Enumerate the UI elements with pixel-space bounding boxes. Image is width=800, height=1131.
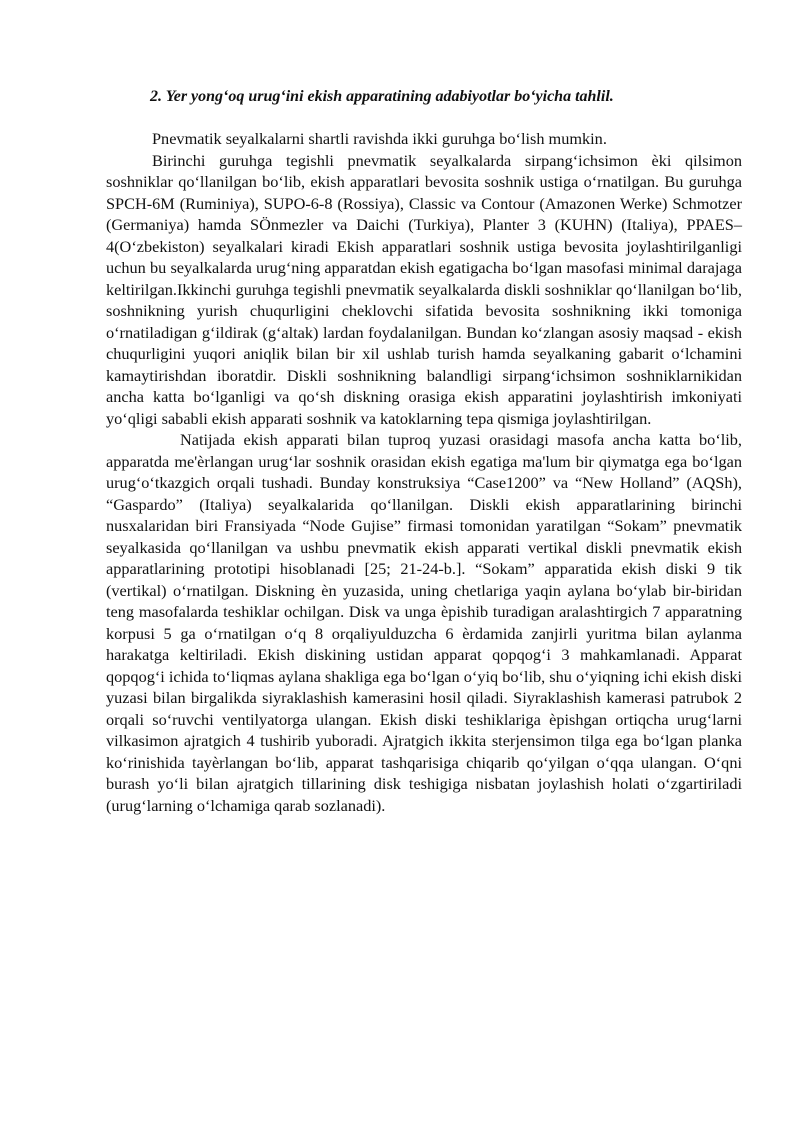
paragraph-intro: Pnevmatik seyalkalarni shartli ravishda ikki guruhga bo‘lish mumkin. [152,129,607,148]
section-heading: 2. Yer yong‘oq urug‘ini ekish apparatining adabiyotlar bo‘yicha tahlil. [150,88,614,105]
paragraph-first-group: Birinchi guruhga tegishli pnevmatik seyalkalarda sirpang‘ichsimon èki qilsimon soshniklar qo‘llanilgan bo‘lib, ekish apparatlari bevosita soshnik ustiga o‘rnatilgan. Bu guruhga SPCH-6M (Ruminiya), SUPO-6-8 (Rossiya), Classic va Contour (Amazonen Werke) Schmotzer (Germaniya) hamda SÖnmezler va Daichi (Turkiya), Planter 3 (KUHN) (Italiya), PPAES–4(O‘zbekiston) seyalkalari kiradi Ekish apparatlari soshnik ustiga bevosita joylashtirilganligi uchun bu seyalkalarda urug‘ning apparatdan ekish egatigacha bo‘lgan masofasi minimal darajaga keltirilgan.Ikkinchi guruhga tegishli pnevmatik seyalkalarda diskli soshniklar qo‘llanilgan bo‘lib, soshnikning yurish chuqurligini cheklovchi sifatida bevosita soshnikning ikki tomoniga o‘rnatiladigan g‘ildirak (g‘altak) lardan foydalanilgan. Bundan ko‘zlangan asosiy maqsad - ekish chuqurligini yuqori aniqlik bilan bir xil ushlab turish hamda seyalkaning gabarit o‘lchamini kamaytirishdan iboratdir. Diskli soshnikning balandligi sirpang‘ichsimon soshniklarnikidan ancha katta bo‘lganligi va qo‘sh diskning orasiga ekish apparatini joylashtirish imkoniyati yo‘qligi sababli ekish apparati soshnik va katoklarning tepa qismiga joylashtirilgan. [106,150,742,428]
body-text [106,128,742,816]
paragraph-second-group: Natijada ekish apparati bilan tuproq yuzasi orasidagi masofa ancha katta bo‘lib, apparatda me'èrlangan urug‘lar soshnik orasidan ekish egatiga ma'lum bir qiymatga ega bo‘lgan urug‘o‘tkazgich orqali tushadi. Bunday konstruksiya “Case1200” va “New Holland” (AQSh), “Gaspardo” (Italiya) seyalkalarida qo‘llanilgan. Diskli ekish apparatlarining birinchi nusxalaridan biri Fransiyada “Node Gujise” firmasi tomonidan yaratilgan “Sokam” pnevmatik seyalkasida qo‘llanilgan va ushbu pnevmatik ekish apparati vertikal diskli pnevmatik ekish apparatlarining prototipi hisoblanadi [25; 21-24-b.]. “Sokam” apparatida ekish diski 9 tik (vertikal) o‘rnatilgan. Diskning èn yuzasida, uning chetlariga yaqin aylana bo‘ylab bir-biridan teng masofalarda teshiklar ochilgan. Disk va unga èpishib turadigan aralashtirgich 7 apparatning korpusi 5 ga o‘rnatilgan o‘q 8 orqaliyulduzcha 6 èrdamida zanjirli yuritma bilan aylanma harakatga keltiriladi. Ekish diskining ustidan apparat qopqog‘i 3 mahkamlanadi. Apparat qopqog‘i ichida to‘liqmas aylana shakliga ega bo‘lgan o‘yiq bo‘lib, shu o‘yiqning ichi ekish diski yuzasi bilan birgalikda siyraklashish kamerasini hosil qiladi. Siyraklashish kamerasi patrubok 2 orqali so‘ruvchi ventilyatorga ulangan. Ekish diski teshiklariga èpishgan ortiqcha urug‘larni vilkasimon ajratgich 4 tushirib yuboradi. Ajratgich ikkita sterjensimon tilga ega bo‘lgan planka ko‘rinishida tayèrlangan bo‘lib, apparat tashqarisiga chiqarib qo‘yilgan o‘qqa ulangan. O‘qni burash yo‘li bilan ajratgich tillarining disk teshigiga nisbatan joylashish holati o‘zgartiriladi (urug‘larning o‘lchamiga qarab sozlanadi). [106,430,742,815]
